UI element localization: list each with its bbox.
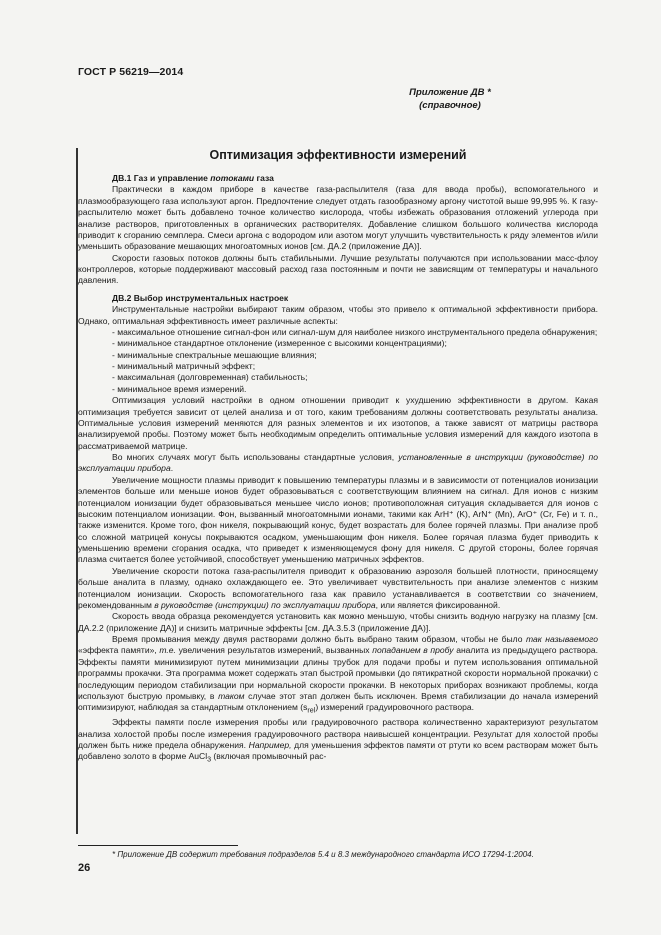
paragraph: Увеличение мощности плазмы приводит к повышению температуры плазмы и в зависимости от потенциалов ионизации элементов больше или меньше ионов будет образовываться с соответствующим влиянием на сигнал. Для ионов с низким потенциалом ионизации будет образовываться меньшее число ионов; противоположная ситуация складывается для ионов с высоким потенциалом ионизации. Фон, вызванный многоатомными ионами, такими как ArH⁺ (K), ArN⁺ (Mn), ArO⁺ (Cr, Fe) и т. п., также изменится. Кроме того, фон никеля, покрывающий конус, будет возрастать для более горячей плазмы. При анализе проб со сложной матрицей конусы покрываются осадком, уменьшающим фон никеля. Более горячая плазма будет приводить к уменьшению времени сгорания осадка, что приведет к изменяющемуся фону для никеля. С другой стороны, более горячая плазма считается более устойчивой, способствует уменьшению матричных эффектов. [78,474,598,565]
page-title: Оптимизация эффективности измерений [209,148,467,162]
list-item: - максимальное отношение сигнал-фон или сигнал-шум для наиболее низкого инструментального предела обнаружения; [112,326,598,337]
list-item: - минимальные спектральные мешающие влияния; [112,349,317,360]
paragraph: Увеличение скорости потока газа-распылителя приводит к образованию аэрозоля большей плотности, приносящему больше аналита в плазму, однако охлаждающего ее. Это увеличивает чувствительность при анализе элементов с низким потенциалом ионизации. Скорость вспомогательного газа как правило устанавливается в соответствии со значением, рекомендованным в руководстве (инструкции) по эксплуатации прибора, или является фиксированной. [78,565,598,610]
paragraph: Практически в каждом приборе в качестве газа-распылителя (газа для ввода пробы), вспомогательного и плазмообразующего газа используют аргон. Предпочтение следует отдать газообразному аргону чистотой выше 99,995 %. К газу-распылителю может быть добавлено точное количество кислорода, чтобы избежать образования отложений углерода при анализе растворов, приготовленных в органических растворителях. Добавление слишком большого количества кислорода приводит к сгоранию семплера. Смеси аргона с водородом или азотом могут улучшить чувствительность к ряду элементов и/или уменьшить образование мешающих многоатомных ионов [см. ДА.2 (приложение ДА)]. [78,184,598,252]
paragraph: Во многих случаях могут быть использованы стандартные условия, установленные в инструкции (руководстве) по эксплуатации прибора. [78,452,598,474]
paragraph: Оптимизация условий настройки в одном отношении приводит к ухудшению эффективности в другом. Какая оптимизация требуется зависит от целей анализа и от того, каким требованиям должны соответствовать результаты анализа. Оптимальные условия измерений меняются для разных элементов и их изотопов, а также зависят от матрицы раствора анализируемой пробы. Поэтому может быть необходимым определить оптимальные условия измерений для каждого изотопа в рассматриваемой матрице. [78,395,598,451]
footnote: * Приложение ДВ содержит требования подразделов 5.4 и 8.3 международного стандарта ИСО 17294-1:2004. [112,850,534,859]
appendix-header [300,86,600,112]
document-id: ГОСТ Р 56219—2014 [78,66,184,78]
section-heading-1: ДВ.1 Газ и управление потоками газа [112,173,274,183]
section-heading-2: ДВ.2 Выбор инструментальных настроек [112,292,289,303]
list-item: - минимальный матричный эффект; [112,361,256,371]
page-number: 26 [78,862,91,874]
paragraph: Скорость ввода образца рекомендуется установить как можно меньшую, чтобы снизить водную нагрузку на плазму [см. ДА.2.2 (приложение ДА)] и снизить матричные эффекты [см. ДА.3.5.3 (приложение ДА)]. [78,611,598,633]
main-content [78,148,598,767]
footnote-divider [78,845,238,846]
paragraph: Время промывания между двумя растворами должно быть выбрано таким образом, чтобы не было так называемого «эффекта памяти», т.е. увеличения результатов измерений, вызванных попаданием в пробу аналита из предыдущего раствора. Эффекты памяти минимизируют путем минимизации длины трубок для подачи пробы и путем использования оптимальной программы прокачки. Эта программа может содержать этап быстрой промывки (до пятикратной скорости нормальной прокачки) с последующим периодом стабилизации при нормальной скорости прокачки. В некоторых приборах возникают проблемы, когда используют быструю промывку, в таком случае этот этап должен быть исключен. Время стабилизации до начала измерений оптимизируют, наблюдая за стандартным отклонением $(s_{rel})$ измерений градуировочного раствора. [78,634,598,715]
appendix-kind: (справочное) [419,100,481,111]
paragraph: Скорости газовых потоков должны быть стабильными. Лучшие результаты получаются при использовании масс-флоу контроллеров, которые поддерживают массовый расход газа постоянным и почти не зависящим от температуры и начального давления. [78,252,598,286]
list-item: - минимальное время измерений. [112,383,247,394]
paragraph: Инструментальные настройки выбирают таким образом, чтобы это привело к оптимальной эффективности прибора. Однако, оптимальная эффективность имеет различные аспекты: [78,304,598,326]
list-item: - минимальное стандартное отклонение (измеренное с высокими концентрациями); [112,338,447,349]
appendix-title: Приложение ДВ * [409,87,491,98]
list-item: - максимальная (долговременная) стабильность; [112,372,308,383]
paragraph: Эффекты памяти после измерения пробы или градуировочного раствора количественно характеризуют результатом анализа холостой пробы после измерения градуировочного раствора наивысшей концентрации. Результат для холостой пробы должен быть ниже предела обнаружения. Например, для уменьшения эффектов памяти от ртути ко всем растворам может быть добавлено золото в форме AuCl$_3$ (включая промывочный рас- [78,717,598,765]
